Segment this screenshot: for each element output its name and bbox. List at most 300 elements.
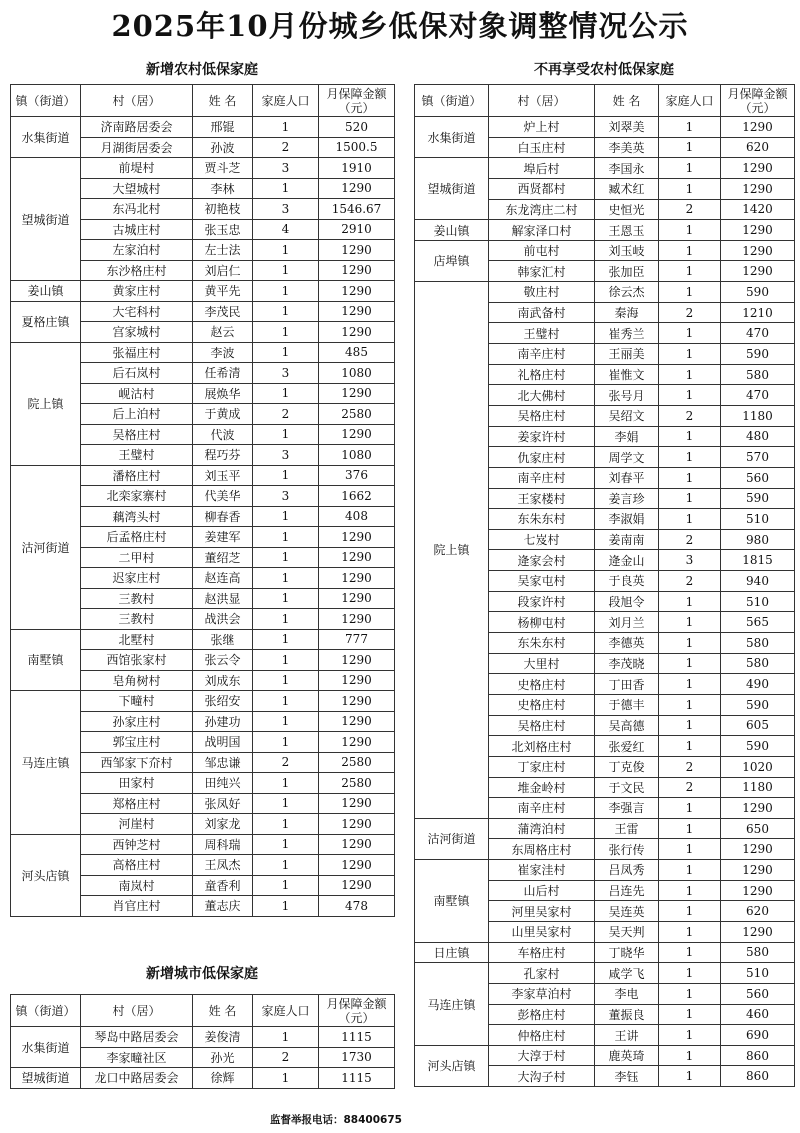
name-cell: 赵连高 — [193, 568, 253, 589]
people-cell: 1 — [659, 694, 721, 715]
amount-cell: 1020 — [721, 756, 795, 777]
name-cell: 贾斗芝 — [193, 158, 253, 179]
amount-cell: 1815 — [721, 550, 795, 571]
town-cell: 南墅镇 — [11, 629, 81, 691]
table-header-row — [11, 995, 395, 1027]
table-row — [11, 301, 395, 322]
people-cell: 1 — [659, 798, 721, 819]
people-cell: 1 — [659, 653, 721, 674]
section-new-rural — [10, 60, 394, 917]
people-cell: 1 — [253, 855, 319, 876]
town-cell: 马连庄镇 — [415, 963, 489, 1046]
amount-cell: 1290 — [319, 260, 395, 281]
section-heading: 不再享受农村低保家庭 — [534, 62, 674, 78]
amount-cell: 590 — [721, 344, 795, 365]
name-cell: 李娟 — [595, 426, 659, 447]
people-cell: 1 — [253, 383, 319, 404]
header-village: 村（居） — [81, 995, 193, 1027]
name-cell: 吕连先 — [595, 880, 659, 901]
section-new-urban — [10, 964, 394, 1089]
people-cell: 1 — [253, 670, 319, 691]
header-village: 村（居） — [81, 85, 193, 117]
people-cell: 1 — [253, 527, 319, 548]
amount-cell: 580 — [721, 364, 795, 385]
amount-cell: 1290 — [721, 178, 795, 199]
header-town: 镇（街道） — [415, 85, 489, 117]
amount-cell: 1290 — [721, 240, 795, 261]
amount-cell: 1290 — [319, 732, 395, 753]
name-cell: 李茂民 — [193, 301, 253, 322]
name-cell: 程巧芬 — [193, 445, 253, 466]
town-cell: 日庄镇 — [415, 942, 489, 963]
people-cell: 1 — [253, 424, 319, 445]
section-removed-rural — [414, 60, 794, 1087]
amount-cell: 1290 — [319, 609, 395, 630]
village-cell: 北墅村 — [81, 629, 193, 650]
name-cell: 吴连英 — [595, 901, 659, 922]
amount-cell: 777 — [319, 629, 395, 650]
village-cell: 三教村 — [81, 588, 193, 609]
people-cell: 1 — [659, 736, 721, 757]
amount-cell: 1180 — [721, 405, 795, 426]
table-row — [11, 158, 395, 179]
name-cell: 李林 — [193, 178, 253, 199]
people-cell: 3 — [253, 158, 319, 179]
table-row — [11, 342, 395, 363]
village-cell: 后上泊村 — [81, 404, 193, 425]
name-cell: 鹿英琦 — [595, 1045, 659, 1066]
header-amount-line2: （元） — [338, 1010, 375, 1025]
village-cell: 皂角树村 — [81, 670, 193, 691]
village-cell: 崔家洼村 — [489, 860, 595, 881]
name-cell: 吕凤秀 — [595, 860, 659, 881]
name-cell: 秦海 — [595, 302, 659, 323]
amount-cell: 1290 — [319, 855, 395, 876]
people-cell: 1 — [659, 591, 721, 612]
people-cell: 2 — [659, 199, 721, 220]
people-cell: 1 — [253, 875, 319, 896]
name-cell: 李国永 — [595, 158, 659, 179]
village-cell: 大望城村 — [81, 178, 193, 199]
name-cell: 咸学飞 — [595, 963, 659, 984]
amount-cell: 480 — [721, 426, 795, 447]
name-cell: 张绍安 — [193, 691, 253, 712]
name-cell: 崔秀兰 — [595, 323, 659, 344]
name-cell: 丁克俊 — [595, 756, 659, 777]
header-amount — [319, 85, 395, 117]
village-cell: 埠后村 — [489, 158, 595, 179]
amount-cell: 490 — [721, 674, 795, 695]
table-row — [415, 963, 795, 984]
name-cell: 代波 — [193, 424, 253, 445]
amount-cell: 690 — [721, 1025, 795, 1046]
village-cell: 迟家庄村 — [81, 568, 193, 589]
village-cell: 李家疃社区 — [81, 1047, 193, 1068]
section-heading: 新增农村低保家庭 — [146, 62, 258, 78]
people-cell: 1 — [253, 240, 319, 261]
table-header-row — [11, 85, 395, 117]
village-cell: 王璧村 — [81, 445, 193, 466]
amount-cell: 580 — [721, 633, 795, 654]
village-cell: 王璧村 — [489, 323, 595, 344]
village-cell: 孔家村 — [489, 963, 595, 984]
people-cell: 3 — [253, 486, 319, 507]
people-cell: 1 — [659, 612, 721, 633]
amount-cell: 590 — [721, 488, 795, 509]
table-new-rural — [10, 84, 395, 917]
table-row — [415, 818, 795, 839]
name-cell: 于文民 — [595, 777, 659, 798]
village-cell: 郑格庄村 — [81, 793, 193, 814]
people-cell: 3 — [659, 550, 721, 571]
village-cell: 大宅科村 — [81, 301, 193, 322]
name-cell: 赵云 — [193, 322, 253, 343]
amount-cell: 2580 — [319, 773, 395, 794]
village-cell: 丁家庄村 — [489, 756, 595, 777]
amount-cell: 1115 — [319, 1068, 395, 1089]
town-cell: 沽河街道 — [415, 818, 489, 859]
name-cell: 邢锟 — [193, 117, 253, 138]
people-cell: 1 — [253, 117, 319, 138]
town-cell: 望城街道 — [11, 1068, 81, 1089]
table-removed-rural — [414, 84, 795, 1087]
name-cell: 王丽美 — [595, 344, 659, 365]
name-cell: 邹忠谦 — [193, 752, 253, 773]
name-cell: 刘成东 — [193, 670, 253, 691]
people-cell: 1 — [253, 814, 319, 835]
header-name: 姓 名 — [595, 85, 659, 117]
amount-cell: 1290 — [721, 921, 795, 942]
table-row — [11, 117, 395, 138]
name-cell: 柳春香 — [193, 506, 253, 527]
people-cell: 1 — [659, 921, 721, 942]
name-cell: 张凤好 — [193, 793, 253, 814]
amount-cell: 590 — [721, 282, 795, 303]
amount-cell: 1662 — [319, 486, 395, 507]
amount-cell: 590 — [721, 736, 795, 757]
town-cell: 望城街道 — [415, 158, 489, 220]
people-cell: 1 — [253, 178, 319, 199]
people-cell: 1 — [253, 465, 319, 486]
name-cell: 王讲 — [595, 1025, 659, 1046]
amount-cell: 580 — [721, 942, 795, 963]
people-cell: 1 — [659, 1004, 721, 1025]
name-cell: 张号月 — [595, 385, 659, 406]
people-cell: 3 — [253, 445, 319, 466]
name-cell: 姜南南 — [595, 529, 659, 550]
name-cell: 任希清 — [193, 363, 253, 384]
name-cell: 周科瑞 — [193, 834, 253, 855]
table-row — [415, 158, 795, 179]
village-cell: 李家草泊村 — [489, 983, 595, 1004]
village-cell: 南辛庄村 — [489, 467, 595, 488]
village-cell: 北大佛村 — [489, 385, 595, 406]
village-cell: 七岌村 — [489, 529, 595, 550]
name-cell: 张加臣 — [595, 261, 659, 282]
amount-cell: 590 — [721, 694, 795, 715]
people-cell: 1 — [659, 509, 721, 530]
people-cell: 1 — [253, 609, 319, 630]
amount-cell: 1080 — [319, 363, 395, 384]
village-cell: 济南路居委会 — [81, 117, 193, 138]
village-cell: 河里吴家村 — [489, 901, 595, 922]
people-cell: 1 — [659, 117, 721, 138]
town-cell: 水集街道 — [11, 117, 81, 158]
amount-cell: 1290 — [721, 860, 795, 881]
table-row — [11, 1068, 395, 1089]
name-cell: 童香利 — [193, 875, 253, 896]
people-cell: 1 — [659, 220, 721, 241]
village-cell: 北栾家寨村 — [81, 486, 193, 507]
village-cell: 后石岚村 — [81, 363, 193, 384]
amount-cell: 860 — [721, 1045, 795, 1066]
town-cell: 南墅镇 — [415, 860, 489, 943]
name-cell: 李波 — [193, 342, 253, 363]
amount-cell: 1730 — [319, 1047, 395, 1068]
village-cell: 岘沽村 — [81, 383, 193, 404]
people-cell: 1 — [659, 344, 721, 365]
table-row — [11, 629, 395, 650]
village-cell: 西钟芝村 — [81, 834, 193, 855]
amount-cell: 1290 — [319, 383, 395, 404]
people-cell: 1 — [659, 674, 721, 695]
amount-cell: 565 — [721, 612, 795, 633]
name-cell: 田纯兴 — [193, 773, 253, 794]
amount-cell: 478 — [319, 896, 395, 917]
amount-cell: 1290 — [319, 240, 395, 261]
village-cell: 段家许村 — [489, 591, 595, 612]
village-cell: 吴家屯村 — [489, 571, 595, 592]
village-cell: 宫家城村 — [81, 322, 193, 343]
name-cell: 刘启仁 — [193, 260, 253, 281]
village-cell: 北刘格庄村 — [489, 736, 595, 757]
people-cell: 1 — [659, 364, 721, 385]
village-cell: 东朱东村 — [489, 633, 595, 654]
name-cell: 张继 — [193, 629, 253, 650]
name-cell: 于德丰 — [595, 694, 659, 715]
name-cell: 刘玉平 — [193, 465, 253, 486]
village-cell: 解家泽口村 — [489, 220, 595, 241]
amount-cell: 470 — [721, 323, 795, 344]
people-cell: 1 — [659, 839, 721, 860]
header-amount-line1: 月保障金额 — [326, 996, 387, 1011]
village-cell: 河崖村 — [81, 814, 193, 835]
village-cell: 堆金岭村 — [489, 777, 595, 798]
amount-cell: 1290 — [721, 261, 795, 282]
village-cell: 逄家会村 — [489, 550, 595, 571]
village-cell: 吴格庄村 — [81, 424, 193, 445]
table-row — [11, 465, 395, 486]
people-cell: 1 — [659, 633, 721, 654]
name-cell: 于良英 — [595, 571, 659, 592]
name-cell: 王凤杰 — [193, 855, 253, 876]
name-cell: 李茂晓 — [595, 653, 659, 674]
village-cell: 蒲湾泊村 — [489, 818, 595, 839]
people-cell: 1 — [659, 1066, 721, 1087]
people-cell: 1 — [253, 711, 319, 732]
name-cell: 吴绍文 — [595, 405, 659, 426]
table-row — [415, 220, 795, 241]
amount-cell: 2580 — [319, 752, 395, 773]
page-title: 2025年10月份城乡低保对象调整情况公示 — [111, 9, 689, 43]
village-cell: 郭宝庄村 — [81, 732, 193, 753]
name-cell: 左士法 — [193, 240, 253, 261]
amount-cell: 510 — [721, 509, 795, 530]
village-cell: 大淳于村 — [489, 1045, 595, 1066]
village-cell: 左家泊村 — [81, 240, 193, 261]
amount-cell: 1290 — [721, 839, 795, 860]
name-cell: 李美英 — [595, 137, 659, 158]
town-cell: 院上镇 — [415, 282, 489, 819]
amount-cell: 520 — [319, 117, 395, 138]
name-cell: 史恒光 — [595, 199, 659, 220]
village-cell: 韩家汇村 — [489, 261, 595, 282]
amount-cell: 605 — [721, 715, 795, 736]
people-cell: 1 — [659, 901, 721, 922]
village-cell: 田家村 — [81, 773, 193, 794]
people-cell: 1 — [659, 385, 721, 406]
village-cell: 古城庄村 — [81, 219, 193, 240]
table-row — [11, 281, 395, 302]
village-cell: 南辛庄村 — [489, 344, 595, 365]
name-cell: 张云令 — [193, 650, 253, 671]
table-row — [415, 860, 795, 881]
people-cell: 2 — [253, 1047, 319, 1068]
people-cell: 1 — [659, 488, 721, 509]
people-cell: 1 — [253, 301, 319, 322]
header-people: 家庭人口 — [253, 85, 319, 117]
table-row — [415, 282, 795, 303]
amount-cell: 1500.5 — [319, 137, 395, 158]
amount-cell: 1290 — [721, 117, 795, 138]
table-row — [415, 117, 795, 138]
village-cell: 张福庄村 — [81, 342, 193, 363]
village-cell: 东冯北村 — [81, 199, 193, 220]
name-cell: 刘春平 — [595, 467, 659, 488]
town-cell: 夏格庄镇 — [11, 301, 81, 342]
header-amount-line2: （元） — [739, 100, 776, 115]
name-cell: 吴高德 — [595, 715, 659, 736]
village-cell: 史格庄村 — [489, 694, 595, 715]
village-cell: 黄家庄村 — [81, 281, 193, 302]
village-cell: 琴岛中路居委会 — [81, 1027, 193, 1048]
people-cell: 1 — [253, 1027, 319, 1048]
name-cell: 周学文 — [595, 447, 659, 468]
people-cell: 1 — [253, 732, 319, 753]
amount-cell: 1290 — [319, 527, 395, 548]
name-cell: 张玉忠 — [193, 219, 253, 240]
village-cell: 西馆张家村 — [81, 650, 193, 671]
table-header-row — [415, 85, 795, 117]
people-cell: 1 — [253, 342, 319, 363]
amount-cell: 1290 — [319, 588, 395, 609]
table-row — [11, 691, 395, 712]
village-cell: 肖官庄村 — [81, 896, 193, 917]
report-phone: 监督举报电话：88400675 — [270, 1114, 402, 1126]
town-cell: 沽河街道 — [11, 465, 81, 629]
amount-cell: 408 — [319, 506, 395, 527]
village-cell: 彭格庄村 — [489, 1004, 595, 1025]
table-row — [415, 240, 795, 261]
name-cell: 王雷 — [595, 818, 659, 839]
village-cell: 山里吴家村 — [489, 921, 595, 942]
amount-cell: 1910 — [319, 158, 395, 179]
amount-cell: 1290 — [319, 834, 395, 855]
village-cell: 仲格庄村 — [489, 1025, 595, 1046]
people-cell: 1 — [659, 467, 721, 488]
header-amount-line1: 月保障金额 — [326, 86, 387, 101]
amount-cell: 650 — [721, 818, 795, 839]
name-cell: 刘翠美 — [595, 117, 659, 138]
amount-cell: 460 — [721, 1004, 795, 1025]
amount-cell: 376 — [319, 465, 395, 486]
amount-cell: 1290 — [319, 178, 395, 199]
name-cell: 丁田香 — [595, 674, 659, 695]
village-cell: 南武备村 — [489, 302, 595, 323]
people-cell: 1 — [253, 588, 319, 609]
people-cell: 1 — [253, 896, 319, 917]
people-cell: 2 — [659, 571, 721, 592]
amount-cell: 1290 — [319, 568, 395, 589]
name-cell: 孙光 — [193, 1047, 253, 1068]
amount-cell: 1290 — [721, 158, 795, 179]
village-cell: 西贤都村 — [489, 178, 595, 199]
table-new-urban — [10, 994, 395, 1089]
header-town: 镇（街道） — [11, 995, 81, 1027]
name-cell: 段旭令 — [595, 591, 659, 612]
village-cell: 后孟格庄村 — [81, 527, 193, 548]
village-cell: 东朱东村 — [489, 509, 595, 530]
people-cell: 1 — [253, 260, 319, 281]
amount-cell: 860 — [721, 1066, 795, 1087]
people-cell: 1 — [659, 261, 721, 282]
name-cell: 董志庆 — [193, 896, 253, 917]
people-cell: 1 — [659, 137, 721, 158]
town-cell: 水集街道 — [11, 1027, 81, 1068]
amount-cell: 560 — [721, 983, 795, 1004]
name-cell: 丁晓华 — [595, 942, 659, 963]
name-cell: 黄平先 — [193, 281, 253, 302]
town-cell: 姜山镇 — [415, 220, 489, 241]
amount-cell: 1115 — [319, 1027, 395, 1048]
amount-cell: 470 — [721, 385, 795, 406]
header-people: 家庭人口 — [659, 85, 721, 117]
name-cell: 张爱红 — [595, 736, 659, 757]
people-cell: 1 — [253, 773, 319, 794]
town-cell: 河头店镇 — [11, 834, 81, 916]
amount-cell: 1290 — [319, 424, 395, 445]
people-cell: 1 — [253, 1068, 319, 1089]
name-cell: 战明国 — [193, 732, 253, 753]
village-cell: 仇家庄村 — [489, 447, 595, 468]
name-cell: 战洪会 — [193, 609, 253, 630]
village-cell: 东龙湾庄二村 — [489, 199, 595, 220]
name-cell: 初艳枝 — [193, 199, 253, 220]
people-cell: 1 — [659, 178, 721, 199]
amount-cell: 1290 — [721, 880, 795, 901]
village-cell: 龙口中路居委会 — [81, 1068, 193, 1089]
amount-cell: 1290 — [721, 798, 795, 819]
name-cell: 于黄成 — [193, 404, 253, 425]
amount-cell: 620 — [721, 137, 795, 158]
people-cell: 1 — [659, 880, 721, 901]
amount-cell: 620 — [721, 901, 795, 922]
amount-cell: 1290 — [319, 281, 395, 302]
amount-cell: 1290 — [319, 301, 395, 322]
people-cell: 2 — [659, 302, 721, 323]
village-cell: 前屯村 — [489, 240, 595, 261]
village-cell: 车格庄村 — [489, 942, 595, 963]
